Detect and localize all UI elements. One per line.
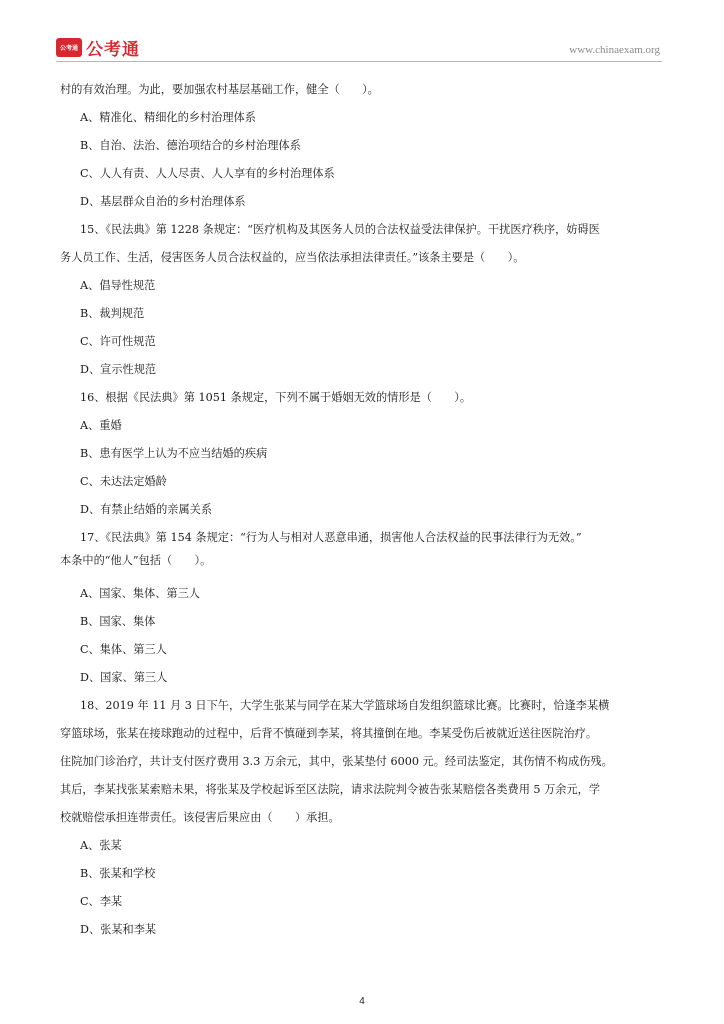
question-18-stem-line1: 18、2019 年 11 月 3 日下午，大学生张某与同学在某大学篮球场自发组织篮球比赛。比赛时，恰逢李某横 [80, 699, 610, 712]
document-body [60, 76, 670, 944]
question-18-option-b: B、张某和学校 [80, 867, 156, 880]
question-15-option-a: A、倡导性规范 [80, 279, 156, 292]
question-15-stem-line2: 务人员工作、生活，侵害医务人员合法权益的，应当依法承担法律责任。”该条主要是（ ）。 [60, 251, 525, 264]
question-18-option-d: D、张某和李某 [80, 923, 157, 936]
logo-badge-icon: 公考通 [56, 38, 82, 57]
question-15-stem-line1: 15、《民法典》第 1228 条规定：“医疗机构及其医务人员的合法权益受法律保护。干扰医疗秩序，妨碍医 [80, 223, 600, 236]
site-logo[interactable] [56, 35, 140, 60]
question-18-option-c: C、李某 [80, 895, 123, 908]
question-16-option-a: A、重婚 [80, 419, 122, 432]
question-14-option-a: A、精准化、精细化的乡村治理体系 [80, 111, 256, 124]
question-18-stem-line4: 其后，李某找张某索赔未果，将张某及学校起诉至区法院，请求法院判令被告张某赔偿各类费用 5 万余元，学 [60, 783, 601, 796]
question-17-option-d: D、国家、第三人 [80, 671, 168, 684]
page-header [0, 0, 724, 62]
logo-text: 公考通 [86, 40, 140, 60]
question-18-stem-line2: 穿篮球场，张某在接球跑动的过程中，后背不慎碰到李某，将其撞倒在地。李某受伤后被就近送往医院治疗。 [60, 727, 598, 740]
site-url[interactable]: www.chinaexam.org [569, 44, 660, 56]
question-16-stem: 16、根据《民法典》第 1051 条规定，下列不属于婚姻无效的情形是（ ）。 [80, 391, 472, 404]
question-18-stem-line3: 住院加门诊治疗，共计支付医疗费用 3.3 万余元，其中，张某垫付 6000 元。经司法鉴定，其伤情不构成伤残。 [60, 755, 613, 768]
question-14-option-b: B、自治、法治、德治项结合的乡村治理体系 [80, 139, 301, 152]
question-18-option-a: A、张某 [80, 839, 122, 852]
question-15-option-c: C、许可性规范 [80, 335, 156, 348]
question-14-option-d: D、基层群众自治的乡村治理体系 [80, 195, 246, 208]
question-16-option-c: C、未达法定婚龄 [80, 475, 167, 488]
question-16-option-d: D、有禁止结婚的亲属关系 [80, 503, 213, 516]
question-17-option-c: C、集体、第三人 [80, 643, 167, 656]
question-17-option-a: A、国家、集体、第三人 [80, 587, 200, 600]
question-17-stem-line1: 17、《民法典》第 154 条规定：“行为人与相对人恶意串通，损害他人合法权益的民事法律行为无效。” [80, 531, 582, 544]
question-14-option-c: C、人人有责、人人尽责、人人享有的乡村治理体系 [80, 167, 335, 180]
question-17-option-b: B、国家、集体 [80, 615, 156, 628]
question-18-stem-line5: 校就赔偿承担连带责任。该侵害后果应由（ ）承担。 [60, 811, 340, 824]
header-divider [56, 61, 662, 62]
page-number: 4 [359, 996, 365, 1007]
question-15-option-b: B、裁判规范 [80, 307, 145, 320]
question-14-stem: 村的有效治理。为此，要加强农村基层基础工作，健全（ ）。 [60, 83, 379, 96]
question-16-option-b: B、患有医学上认为不应当结婚的疾病 [80, 447, 268, 460]
question-17-stem-line2: 本条中的“他人”包括（ ）。 [60, 554, 212, 567]
question-15-option-d: D、宣示性规范 [80, 363, 157, 376]
